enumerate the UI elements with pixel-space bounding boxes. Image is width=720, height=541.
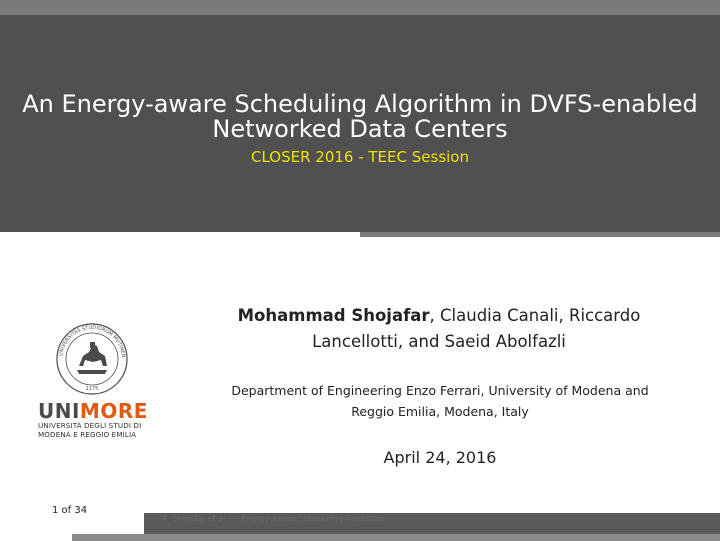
separator-right <box>360 232 720 237</box>
title-line-1: An Energy-aware Scheduling Algorithm in DVFS-enabled <box>22 90 698 118</box>
page-number: 1 of 34 <box>52 505 88 516</box>
authors-line-2: Lancellotti, and Saeid Abolfazli <box>312 332 566 351</box>
logo-subtitle-line-2: MODENA E REGGIO EMILIA <box>38 429 137 439</box>
logo-wordmark-more: MORE <box>79 399 148 423</box>
affiliation-line-1: Department of Engineering Enzo Ferrari, University of Modena and <box>231 383 649 398</box>
authors-line-1 <box>200 303 678 329</box>
title-line-2: Networked Data Centers <box>212 115 508 143</box>
svg-text:UNIVERSITAS STUDIORUM MUTINENS: UNIVERSITAS STUDIORUM MUTINEN <box>58 324 127 358</box>
authors <box>200 303 678 355</box>
top-bar <box>0 0 720 15</box>
separator-left <box>0 232 360 237</box>
slide-subtitle: CLOSER 2016 - TEEC Session <box>250 148 469 166</box>
logo-subtitle-line-1: UNIVERSITÀ DEGLI STUDI DI <box>38 421 142 430</box>
presentation-date: April 24, 2016 <box>383 448 497 467</box>
slide-title <box>0 92 720 142</box>
affiliation <box>190 380 690 422</box>
university-seal-icon <box>53 322 131 396</box>
svg-text:1175: 1175 <box>85 386 99 392</box>
logo-subtitle <box>38 422 148 439</box>
footer-text: M. Shojafar et al. — Energy-aware Scheduling Algorithm <box>160 514 385 523</box>
logo-wordmark <box>38 400 146 422</box>
presenting-author: Mohammad Shojafar <box>237 306 430 325</box>
affiliation-line-2: Reggio Emilia, Modena, Italy <box>351 404 529 419</box>
footer-bottom-strip <box>72 534 720 541</box>
logo-wordmark-uni: UNI <box>38 399 80 423</box>
co-authors: , Claudia Canali, Riccardo <box>429 306 641 325</box>
